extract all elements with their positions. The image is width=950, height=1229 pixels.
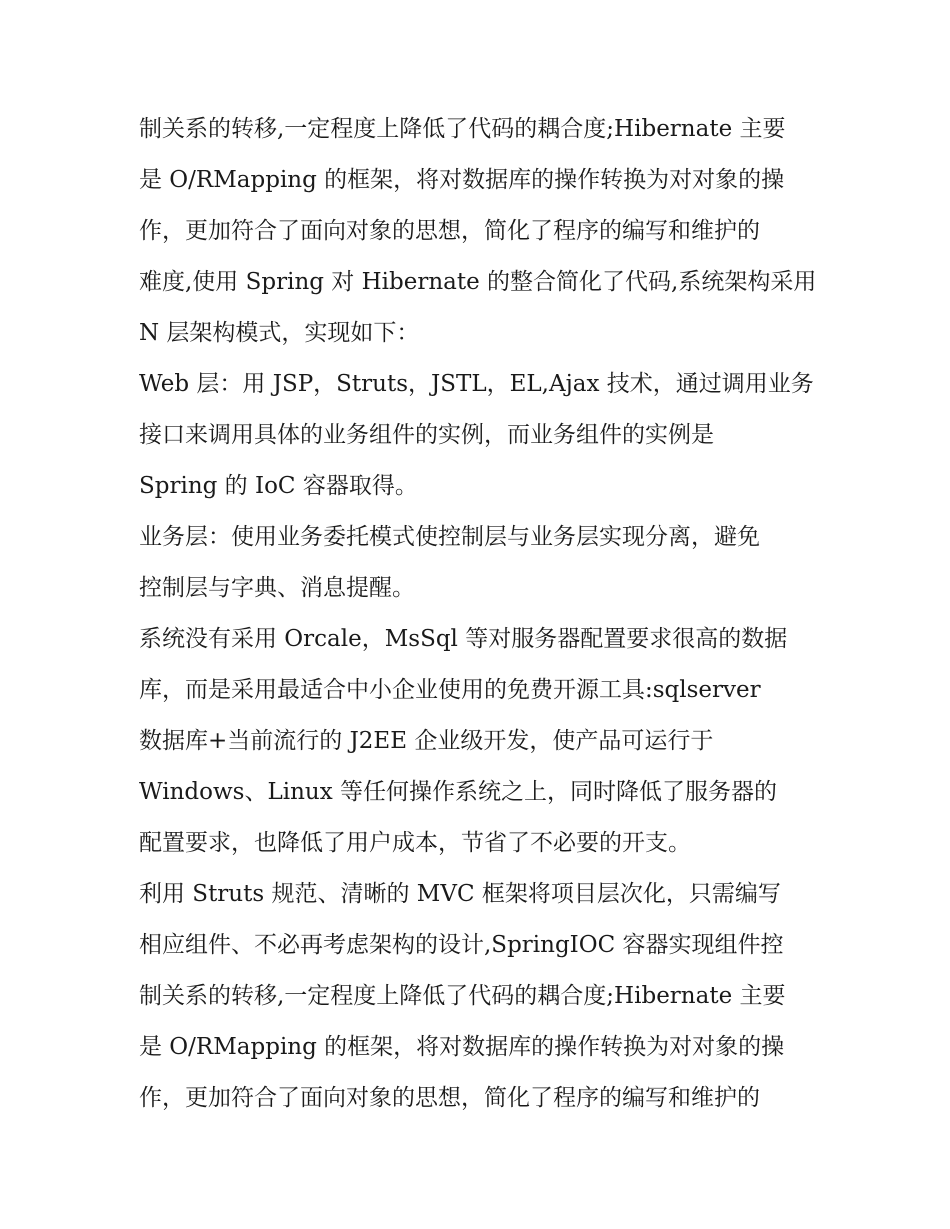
text-line: 配置要求，也降低了用户成本，节省了不必要的开支。 <box>139 830 691 856</box>
text-line: 制关系的转移,一定程度上降低了代码的耦合度;Hibernate 主要 <box>139 983 786 1009</box>
text-line: 控制层与字典、消息提醒。 <box>139 575 415 601</box>
text-line: 是 O/RMapping 的框架，将对数据库的操作转换为对对象的操 <box>139 167 785 193</box>
text-line: Windows、Linux 等任何操作系统之上，同时降低了服务器的 <box>139 779 778 805</box>
text-line: Web 层：用 JSP，Struts，JSTL，EL,Ajax 技术，通过调用业务 <box>139 371 814 397</box>
text-line: 接口来调用具体的业务组件的实例，而业务组件的实例是 <box>139 422 714 448</box>
text-line: 业务层：使用业务委托模式使控制层与业务层实现分离，避免 <box>139 524 760 550</box>
text-line: 是 O/RMapping 的框架，将对数据库的操作转换为对对象的操 <box>139 1034 785 1060</box>
text-line: 作，更加符合了面向对象的思想，简化了程序的编写和维护的 <box>139 1085 760 1111</box>
text-line: 相应组件、不必再考虑架构的设计,SpringIOC 容器实现组件控 <box>139 932 784 958</box>
text-line: Spring 的 IoC 容器取得。 <box>139 473 418 499</box>
text-line: 制关系的转移,一定程度上降低了代码的耦合度;Hibernate 主要 <box>139 116 786 142</box>
text-line: 利用 Struts 规范、清晰的 MVC 框架将项目层次化，只需编写 <box>139 881 781 907</box>
text-line: 库，而是采用最适合中小企业使用的免费开源工具:sqlserver <box>139 677 761 703</box>
document-body <box>139 104 829 1124</box>
text-line: 数据库+当前流行的 J2EE 企业级开发，使产品可运行于 <box>139 728 714 754</box>
text-line: 难度,使用 Spring 对 Hibernate 的整合简化了代码,系统架构采用 <box>139 269 817 295</box>
text-line: 系统没有采用 Orcale，MsSql 等对服务器配置要求很高的数据 <box>139 626 788 652</box>
text-line: 作，更加符合了面向对象的思想，简化了程序的编写和维护的 <box>139 218 760 244</box>
text-line: N 层架构模式，实现如下： <box>139 320 420 346</box>
